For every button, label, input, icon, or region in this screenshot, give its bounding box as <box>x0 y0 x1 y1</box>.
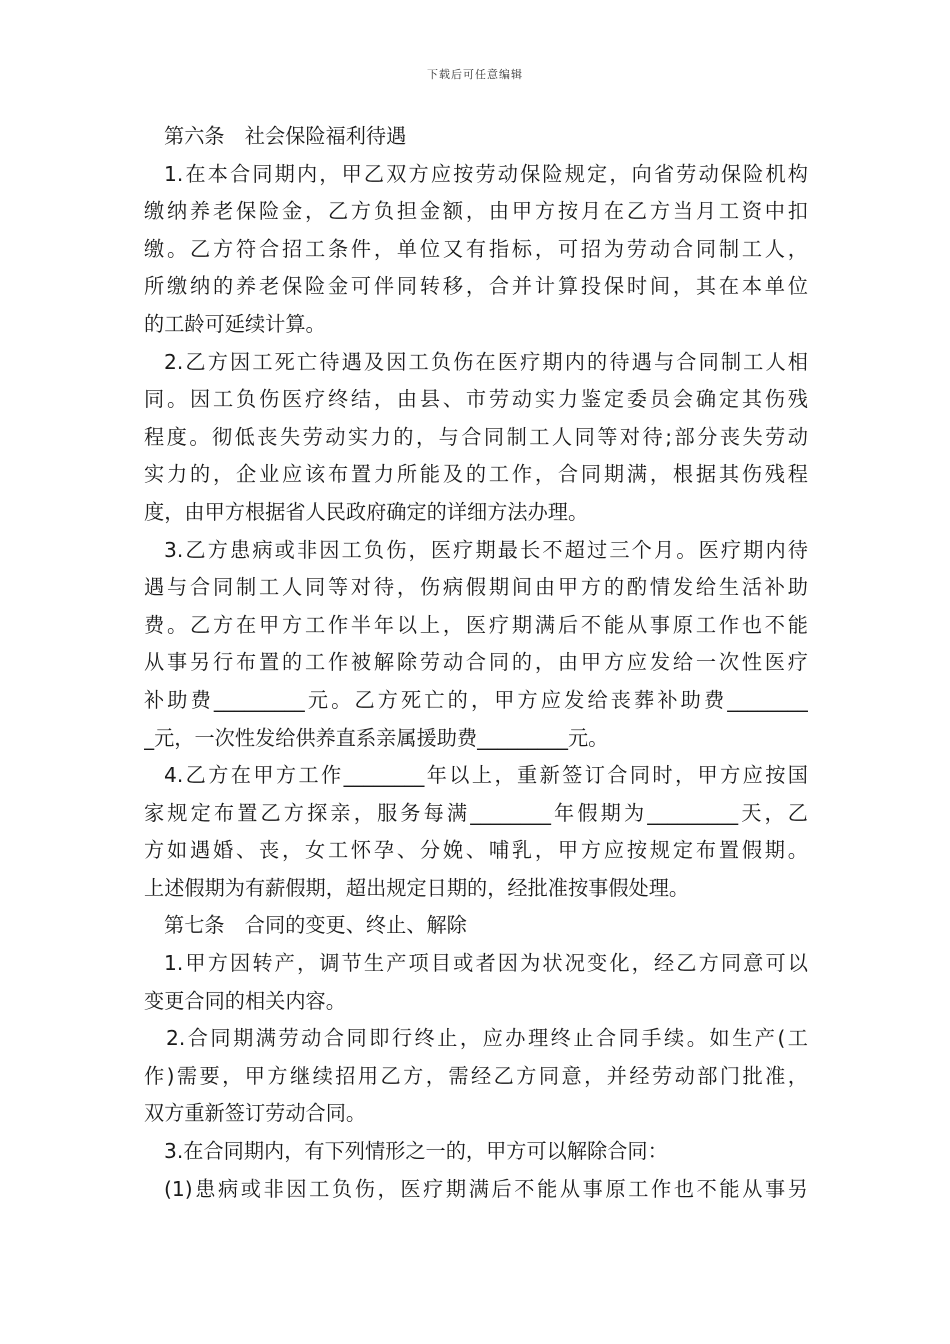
article-heading: 第六条 社会保险福利待遇 <box>164 124 407 148</box>
paragraph-line: 方如遇婚、丧，女工怀孕、分娩、哺乳，甲方应按规定布置假期。 <box>144 838 808 863</box>
paragraph-line: 1.在本合同期内，甲乙双方应按劳动保险规定，向省劳动保险机构 <box>164 161 808 186</box>
paragraph-line: 4.乙方在甲方工作________年以上，重新签订合同时，甲方应按国 <box>164 763 808 788</box>
paragraph-line: 同。因工负伤医疗终结，由县、市劳动实力鉴定委员会确定其伤残 <box>144 387 808 412</box>
paragraph-line: 遇与合同制工人同等对待，伤病假期间由甲方的酌情发给生活补助 <box>144 575 808 600</box>
header-note: 下载后可任意编辑 <box>427 68 523 81</box>
paragraph-line: 缴纳养老保险金，乙方负担金额，由甲方按月在乙方当月工资中扣 <box>144 199 808 224</box>
document-body <box>144 118 808 1208</box>
paragraph-line: 费。乙方在甲方工作半年以上，医疗期满后不能从事原工作也不能 <box>144 612 808 637</box>
paragraph-line: 上述假期为有薪假期，超出规定日期的，经批准按事假处理。 <box>144 875 690 900</box>
paragraph-line: 作)需要，甲方继续招用乙方，需经乙方同意，并经劳动部门批准， <box>144 1063 808 1088</box>
paragraph-line: 度，由甲方根据省人民政府确定的详细方法办理。 <box>144 499 589 524</box>
paragraph-line: 程度。彻低丧失劳动实力的，与合同制工人同等对待;部分丧失劳动 <box>144 424 808 449</box>
article-heading: 第七条 合同的变更、终止、解除 <box>164 913 467 938</box>
paragraph-line: 从事另行布置的工作被解除劳动合同的，由甲方应发给一次性医疗 <box>144 650 808 675</box>
paragraph-line: 补助费_________元。乙方死亡的，甲方应发给丧葬补助费________ <box>144 687 808 712</box>
paragraph-line: 3.在合同期内，有下列情形之一的，甲方可以解除合同： <box>164 1139 668 1164</box>
paragraph-line: 2.乙方因工死亡待遇及因工负伤在医疗期内的待遇与合同制工人相 <box>164 349 808 374</box>
paragraph-line: 2.合同期满劳动合同即行终止，应办理终止合同手续。如生产(工 <box>166 1026 808 1051</box>
paragraph-line: 3.乙方患病或非因工负伤，医疗期最长不超过三个月。医疗期内待 <box>164 537 808 562</box>
paragraph-line: (1)患病或非因工负伤，医疗期满后不能从事原工作也不能从事另 <box>164 1176 808 1201</box>
paragraph-line: 家规定布置乙方探亲，服务每满________年假期为_________天，乙 <box>144 800 808 825</box>
paragraph-line: 变更合同的相关内容。 <box>144 988 346 1013</box>
paragraph-line: 双方重新签订劳动合同。 <box>144 1101 367 1126</box>
paragraph-line: 的工龄可延续计算。 <box>144 311 326 336</box>
paragraph-line: 实力的，企业应该布置力所能及的工作，合同期满，根据其伤残程 <box>144 462 808 487</box>
paragraph-line: 1.甲方因转产，调节生产项目或者因为状况变化，经乙方同意可以 <box>164 951 808 976</box>
paragraph-line: 所缴纳的养老保险金可伴同转移，合并计算投保时间，其在本单位 <box>144 274 808 299</box>
paragraph-line: 缴。乙方符合招工条件，单位又有指标，可招为劳动合同制工人， <box>144 236 808 261</box>
paragraph-line: _元，一次性发给供养直系亲属援助费_________元。 <box>144 725 609 750</box>
